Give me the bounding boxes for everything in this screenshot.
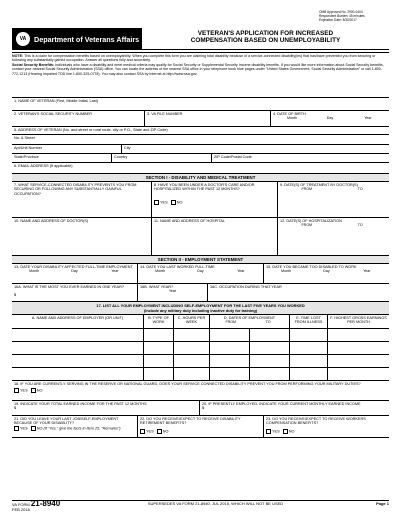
respondent-burden: Respondent Burden: 45 minutes	[319, 14, 365, 18]
expiration-date: Expiration Date: 8/30/2017	[319, 18, 357, 22]
notes-block	[12, 52, 389, 76]
form-number: 21-8940	[30, 499, 61, 508]
field-5-city[interactable]: City	[124, 146, 131, 150]
field-5-state[interactable]: State/Province	[12, 154, 112, 162]
va-logo	[12, 28, 142, 50]
veteran-info-grid	[12, 97, 389, 438]
col-d-dates: D. DATES OF EMPLOYMENT FROM TO	[210, 315, 290, 328]
field-20-monthly-income[interactable]: 20. IF PRESENTLY EMPLOYED, INDICATE YOUR CURRENT MONTHLY EARNED INCOME $	[202, 402, 361, 411]
field-5-zip[interactable]: ZIP Code/Postal Code	[214, 155, 252, 159]
field-14-last-worked[interactable]: 14. DATE YOU LAST WORKED FULL-TIME Month Day Year	[138, 264, 264, 283]
field-22-retirement: 22. DO YOU RECEIVE/EXPECT TO RECEIVE DISABILITY RETIREMENT BENEFITS? YES NO	[138, 416, 264, 437]
col-c-hours: C. HOURS PER WEEK	[174, 315, 210, 328]
field-16b-year[interactable]: 16B. WHAT YEAR? Year	[138, 284, 208, 301]
field-17-title: 17. LIST ALL YOUR EMPLOYMENT INCLUDING SELF-EMPLOYMENT FOR THE LAST FIVE YEARS YOU WORKED (Include any military duty including inactive duty for training)	[12, 302, 389, 315]
field-5-country[interactable]: Country	[112, 154, 212, 162]
employment-row[interactable]	[12, 355, 389, 368]
field-5-apt[interactable]: Apt/Unit Number	[12, 145, 122, 153]
ssb-paragraph: Social Security Benefits: Individuals who have a disability and meet medical criteria may qualify for Social Security or Supplemental Security Income disability benefits. If you would like more information about Social Security benefits, contact your nearest Social Security Administration (SSA) office. You can locate the address of the nearest SSA office in your telephone book blue pages under "United States Government, Social Security Administration" or call 1-800-772-1213 (Hearing Impaired TDD line 1-800-325-0778). You may also contact SSA by Internet at http://www.ssa.gov.	[12, 62, 384, 76]
field-3-va-file[interactable]: 3. VA FILE NUMBER	[145, 111, 271, 126]
field-23-workers-comp: 23. DO YOU RECEIVE/EXPECT TO RECEIVE WORKERS COMPENSATION BENEFITS? YES NO	[266, 417, 366, 434]
field-21-left-job: 21. DID YOU LEAVE YOUR LAST JOB/SELF-EMPLOYMENT BECAUSE OF YOUR DISABILITY? YES NO (If "Yes," give the facts in Item 25, "Remarks")	[12, 416, 138, 437]
field-1-name[interactable]: 1. NAME OF VETERAN (First, Middle Initial, Last)	[14, 99, 98, 103]
va-seal-icon: VA	[16, 32, 30, 46]
form-page	[12, 10, 389, 510]
field-15-too-disabled[interactable]: 15. DATE YOU BECAME TOO DISABLED TO WORK Month Day Year	[266, 265, 371, 274]
no-checkbox[interactable]	[157, 429, 162, 434]
field-10-doctors[interactable]: 10. NAME AND ADDRESS OF DOCTOR(S)	[12, 218, 152, 255]
field-13-date-affected[interactable]: 13. DATE YOUR DISABILITY AFFECTED FULL-TIME EMPLOYMENT Month Day Year	[12, 264, 138, 283]
field-5-address-label: 5. ADDRESS OF VETERAN (No. and street or rural route, city or P.O., State and ZIP Code)	[14, 128, 168, 132]
field-11-hospital[interactable]: 11. NAME AND ADDRESS OF HOSPITAL	[152, 218, 278, 255]
no-checkbox[interactable]	[31, 426, 36, 431]
note-paragraph: NOTE: This is a claim for compensation benefits based on unemployability. When you complete this form you are claiming total disability because of a service-connected disability(ies) that has/have prevented you from securing or following any substantially gainful occupation. Answer all questions fully and accurately.	[12, 54, 376, 63]
omb-number: OMB Approved No. 2900-0404	[319, 10, 363, 14]
field-18-reserve: 18. IF YOU ARE CURRENTLY SERVING IN THE RESERVE OR NATIONAL GUARD, DOES YOUR SERVICE CONNECTED DISABILITY PREVENT YOU FROM PERFORMING YOUR MILITARY DUTIES? YES NO	[14, 382, 361, 393]
page-number: Page 1	[376, 501, 389, 506]
yes-checkbox[interactable]	[266, 429, 271, 434]
yes-checkbox[interactable]	[140, 429, 145, 434]
form-title-line2: COMPENSATION BASED ON UNEMPLOYABILITY	[190, 37, 341, 45]
field-12-hospitalization[interactable]: 12. DATE(S) OF HOSPITALIZATION FROM TO	[280, 219, 363, 228]
field-19-total-income[interactable]: 19. INDICATE YOUR TOTAL EARNED INCOME FOR THE PAST 12 MONTHS $	[12, 401, 200, 415]
field-4-dob[interactable]: 4. DATE OF BIRTH Month Day Year	[273, 112, 372, 121]
no-checkbox[interactable]	[283, 429, 288, 434]
department-name: Department of Veterans Affairs	[34, 34, 140, 44]
form-header	[12, 28, 389, 50]
col-a-employer: A. NAME AND ADDRESS OF EMPLOYER (OR UNIT)	[12, 315, 144, 328]
field-9-treatment-dates[interactable]: 9. DATE(S) OF TREATMENT BY DOCTOR(S) FROM TO	[280, 183, 363, 192]
form-footer	[12, 500, 389, 512]
field-5-street[interactable]: No. & Street	[14, 136, 35, 140]
field-8-doctor-care: 8. HAVE YOU BEEN UNDER A DOCTOR'S CARE AND/OR HOSPITALIZED WITHIN THE PAST 12 MONTHS? YES NO	[152, 182, 278, 217]
supersedes-text: SUPERSEDES VA FORM 21-8940, JUL 2015, WHICH WILL NOT BE USED	[147, 501, 284, 506]
form-title-line1: VETERAN'S APPLICATION FOR INCREASED	[197, 30, 334, 37]
employment-row[interactable]	[12, 368, 389, 381]
field-6-email[interactable]: 6. EMAIL ADDRESS (If applicable)	[14, 164, 73, 168]
col-f-earnings: F. HIGHEST GROSS EARNINGS PER MONTH	[330, 316, 387, 325]
field-16a-most-earned[interactable]: 16A. WHAT IS THE MOST YOU EVER EARNED IN ONE YEAR? $	[12, 284, 138, 301]
section-1-title: SECTION I - DISABILITY AND MEDICAL TREATMENT	[12, 174, 389, 182]
yes-checkbox[interactable]	[14, 388, 19, 393]
no-checkbox[interactable]	[31, 388, 36, 393]
yes-checkbox[interactable]	[14, 426, 19, 431]
employment-row[interactable]	[12, 329, 389, 342]
form-title	[142, 28, 389, 50]
employment-row[interactable]	[12, 342, 389, 355]
yes-checkbox[interactable]	[154, 200, 159, 205]
field-2-ssn[interactable]: 2. VETERAN'S SOCIAL SECURITY NUMBER	[12, 111, 145, 126]
col-b-type-work: B. TYPE OF WORK	[144, 315, 174, 328]
field-16c-occupation[interactable]: 16C. OCCUPATION DURING THAT YEAR	[210, 285, 282, 289]
field-7-disability[interactable]: 7. WHAT SERVICE-CONNECTED DISABILITY PREVENTS YOU FROM SECURING OR FOLLOWING ANY SUBSTANTIALLY GAINFUL OCCUPATION?	[12, 182, 152, 217]
section-2-title: SECTION II - EMPLOYMENT STATEMENT	[12, 256, 389, 264]
col-e-time-lost: E. TIME LOST FROM ILLNESS	[290, 315, 328, 328]
no-checkbox[interactable]	[171, 200, 176, 205]
form-id: VA FORM 21-8940 FEB 2016	[12, 499, 61, 512]
omb-info	[319, 10, 389, 22]
